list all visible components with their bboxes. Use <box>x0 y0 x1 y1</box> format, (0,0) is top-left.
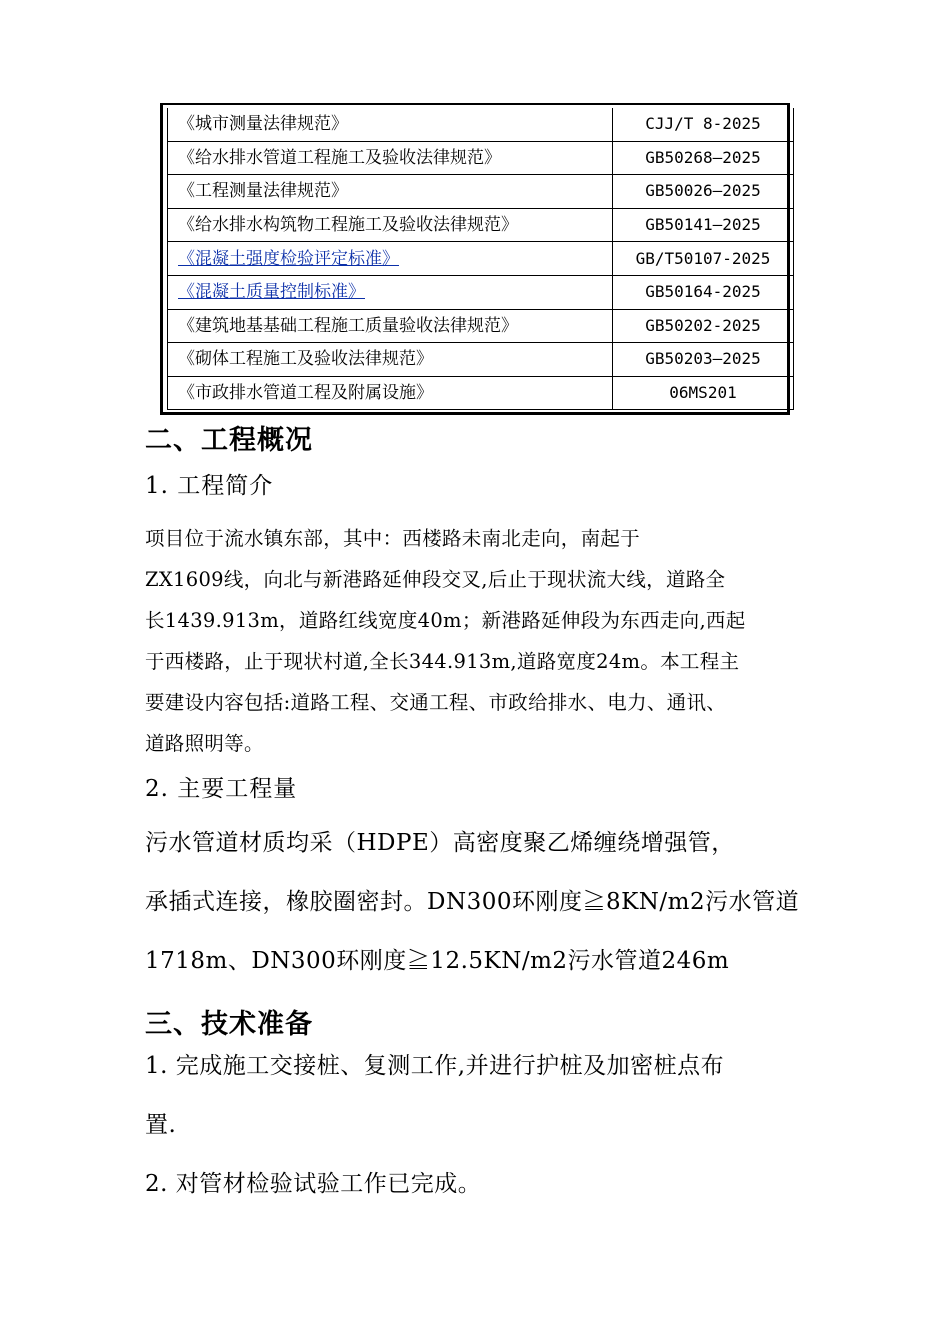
standards-table-body <box>168 108 794 410</box>
standard-code-cell: GB/T50107-2025 <box>613 242 794 276</box>
paragraph-line: 要建设内容包括:道路工程、交通工程、市政给排水、电力、通讯、 <box>145 691 727 714</box>
paragraph-line: ZX1609线，向北与新港路延伸段交叉,后止于现状流大线，道路全 <box>145 568 726 591</box>
standard-name-cell <box>168 309 613 343</box>
standards-table-row <box>168 242 794 276</box>
standard-name-cell <box>168 242 613 276</box>
standard-code-cell: CJJ/T 8-2025 <box>613 108 794 141</box>
standard-code-cell: GB50203—2025 <box>613 343 794 377</box>
standards-table-row <box>168 309 794 343</box>
standard-name-cell <box>168 208 613 242</box>
standard-name-text: 《市政排水管道工程及附属设施》 <box>178 383 433 404</box>
paragraph-line: 于西楼路，止于现状村道,全长344.913m,道路宽度24m。本工程主 <box>145 650 740 673</box>
standard-name-text: 《给水排水构筑物工程施工及验收法律规范》 <box>178 215 518 236</box>
tech-prep-item-2 <box>145 1155 810 1214</box>
subheading-project-intro: 1. 工程简介 <box>145 473 274 499</box>
standard-name-cell <box>168 175 613 209</box>
standards-table-row <box>168 141 794 175</box>
standards-table-row <box>168 175 794 209</box>
paragraph-line: 污水管道材质均采（HDPE）高密度聚乙烯缠绕增强管， <box>145 830 735 856</box>
standards-table-row <box>168 343 794 377</box>
paragraph-line: 2. 对管材检验试验工作已完成。 <box>145 1171 482 1197</box>
standard-code-cell: GB50202-2025 <box>613 309 794 343</box>
standard-name-cell <box>168 343 613 377</box>
paragraph-line: 置. <box>145 1112 177 1138</box>
section-heading-tech-prep: 三、技术准备 <box>145 1009 313 1040</box>
section-heading-overview: 二、工程概况 <box>145 425 313 456</box>
paragraph-line: 长1439.913m，道路红线宽度40m；新港路延伸段为东西走向,西起 <box>145 609 746 632</box>
paragraph-line: 项目位于流水镇东部，其中：西楼路未南北走向，南起于 <box>145 527 641 550</box>
standards-table-row <box>168 376 794 410</box>
standards-table-row <box>168 108 794 141</box>
project-intro-paragraph <box>145 518 805 764</box>
main-quantities-paragraph <box>145 814 810 991</box>
standard-name-text: 《建筑地基基础工程施工质量验收法律规范》 <box>178 315 518 336</box>
standard-name-text: 《城市测量法律规范》 <box>178 114 348 135</box>
standards-table-row <box>168 275 794 309</box>
standard-name-cell <box>168 275 613 309</box>
standard-code-cell: GB50164-2025 <box>613 275 794 309</box>
paragraph-line: 道路照明等。 <box>145 732 264 755</box>
standard-code-cell: GB50268—2025 <box>613 141 794 175</box>
standard-code-cell: 06MS201 <box>613 376 794 410</box>
paragraph-line: 1. 完成施工交接桩、复测工作,并进行护桩及加密桩点布 <box>145 1053 725 1079</box>
paragraph-line: 承插式连接，橡胶圈密封。DN300环刚度≧8KN/m2污水管道 <box>145 889 800 915</box>
standard-name-cell <box>168 376 613 410</box>
standards-table-frame <box>160 103 790 415</box>
paragraph-line: 1718m、DN300环刚度≧12.5KN/m2污水管道246m <box>145 948 730 974</box>
standard-name-text: 《砌体工程施工及验收法律规范》 <box>178 349 433 370</box>
standard-name-link[interactable]: 《混凝土质量控制标准》 <box>178 282 365 303</box>
standards-table <box>167 108 794 410</box>
standard-code-cell: GB50026—2025 <box>613 175 794 209</box>
standard-name-cell <box>168 141 613 175</box>
standard-name-text: 《工程测量法律规范》 <box>178 181 348 202</box>
subheading-main-quantities: 2. 主要工程量 <box>145 776 298 802</box>
tech-prep-item-1 <box>145 1037 810 1155</box>
standard-name-text: 《给水排水管道工程施工及验收法律规范》 <box>178 147 501 168</box>
standard-name-cell <box>168 108 613 141</box>
standard-name-link[interactable]: 《混凝土强度检验评定标准》 <box>178 248 399 269</box>
standards-table-row <box>168 208 794 242</box>
standard-code-cell: GB50141—2025 <box>613 208 794 242</box>
